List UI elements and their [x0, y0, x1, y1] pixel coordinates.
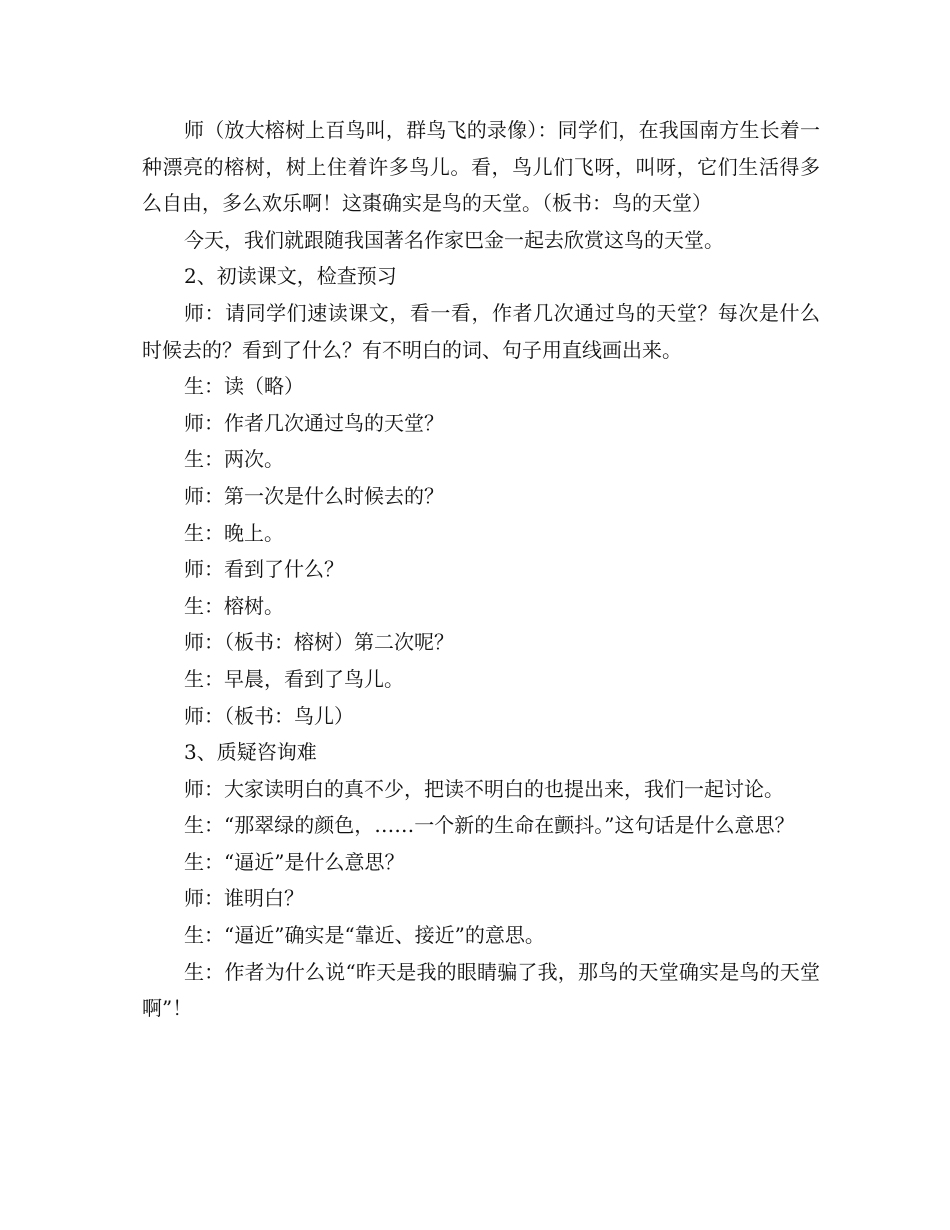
paragraph-intro-video: 师（放大榕树上百鸟叫，群鸟飞的录像）：同学们，在我国南方生长着一种漂亮的榕树，树上住着许多鸟儿。看，鸟儿们飞呀，叫呀，它们生活得多么自由，多么欢乐啊！这棗确实是鸟的天堂。（板书：鸟的天堂）: [142, 118, 820, 216]
dialogue-line: 师：看到了什么？: [184, 557, 344, 582]
dialogue-line: 生：两次。: [184, 447, 284, 472]
dialogue-line: 生：作者为什么说“昨天是我的眼睛骗了我，那鸟的天堂确实是鸟的天堂啊”！: [142, 959, 820, 1021]
section-heading-initial-reading: 2、初读课文，检查预习: [184, 264, 397, 289]
paragraph-teacher-instruction: 师：请同学们速读课文，看一看，作者几次通过鸟的天堂？每次是什么时候去的？看到了什么？有不明白的词、句子用直线画出来。: [142, 300, 820, 362]
dialogue-line: 生：“逼近”确实是“靠近、接近”的意思。: [184, 923, 545, 948]
dialogue-line: 生：“逼近”是什么意思？: [184, 849, 405, 874]
dialogue-line: 生：“那翠绿的颜色，……一个新的生命在颤抖。”这句话是什么意思？: [184, 813, 795, 838]
dialogue-line: 生：晚上。: [184, 520, 284, 545]
dialogue-line: 师：谁明白？: [184, 886, 304, 911]
dialogue-line: 生：榕树。: [184, 593, 284, 618]
dialogue-line: 师：大家读明白的真不少，把读不明白的也提出来，我们一起讨论。: [184, 776, 784, 801]
dialogue-line: 师：（板书：榕树）第二次呢？: [184, 630, 454, 655]
dialogue-line: 师：作者几次通过鸟的天堂？: [184, 410, 444, 435]
dialogue-line: 师：第一次是什么时候去的？: [184, 483, 444, 508]
dialogue-line: 生：早晨，看到了鸟儿。: [184, 666, 404, 691]
paragraph-today: 今天，我们就跟随我国著名作家巴金一起去欣赏这鸟的天堂。: [184, 227, 724, 252]
dialogue-line: 师：（板书：鸟儿）: [184, 703, 354, 728]
document-page: [142, 112, 820, 1027]
dialogue-line: 生：读（略）: [184, 374, 304, 399]
section-heading-questions: 3、质疑咨询难: [184, 740, 317, 765]
